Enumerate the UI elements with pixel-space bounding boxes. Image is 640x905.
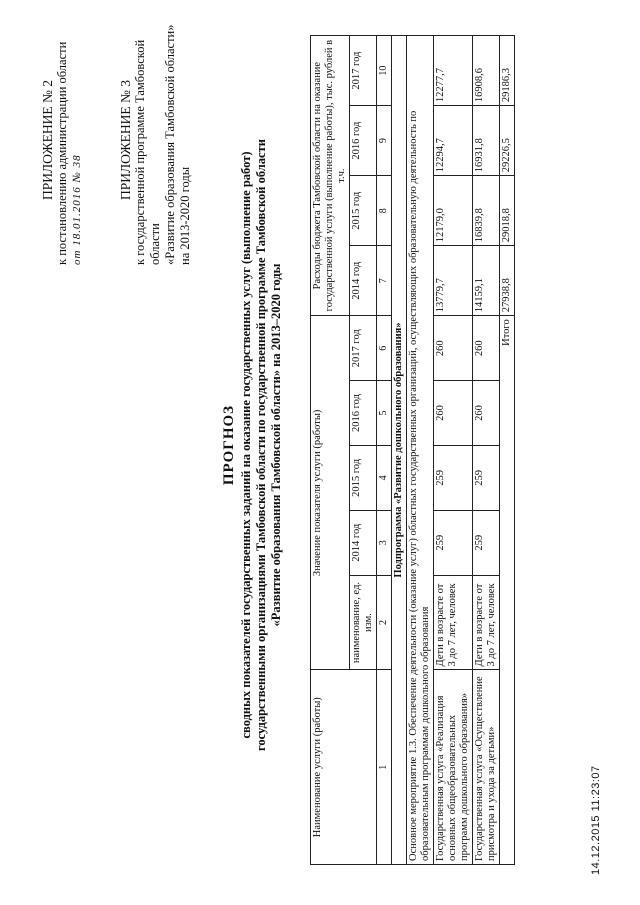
- service-unit: Дети в возрасте от 3 до 7 лет, человек: [434, 575, 473, 670]
- subprogram-title: Подпрограмма «Развитие дошкольного образования»: [392, 36, 407, 865]
- header-year: 2017 год: [350, 316, 377, 381]
- table-row: [473, 36, 500, 865]
- appendix-3-line-3: на 2013-2020 годы: [178, 166, 192, 265]
- header-year: 2016 год: [350, 381, 377, 446]
- column-number: 3: [377, 510, 392, 575]
- header-row-1: [311, 36, 350, 865]
- print-timestamp: 14.12.2015 11:23:07: [590, 765, 602, 875]
- total-value: 29186,3: [500, 36, 515, 106]
- measure-row: [407, 36, 434, 865]
- appendix-3-title: ПРИЛОЖЕНИЕ № 3: [118, 79, 133, 201]
- column-number: 2: [377, 575, 392, 670]
- header-service: Наименование услуги (работы): [311, 670, 377, 865]
- column-number: 1: [377, 670, 392, 865]
- table-row: [434, 36, 473, 865]
- total-value: 29018,8: [500, 176, 515, 246]
- total-value: 29226,5: [500, 106, 515, 176]
- indicator-value: 260: [434, 316, 473, 381]
- expense-value: 16839,8: [473, 176, 500, 246]
- service-unit: Дети в возрасте от 3 до 7 лет, человек: [473, 575, 500, 670]
- expense-value: 13779,7: [434, 246, 473, 316]
- header-indicator: Значение показателя услуги (работы): [311, 316, 350, 670]
- expense-value: 12277,7: [434, 36, 473, 106]
- expense-value: 12294,7: [434, 106, 473, 176]
- expense-value: 16908,6: [473, 36, 500, 106]
- appendix-3-line-2: «Развитие образования Тамбовской области»: [163, 24, 177, 265]
- header-year: 2014 год: [350, 246, 377, 316]
- appendix-2-title: ПРИЛОЖЕНИЕ № 2: [40, 79, 55, 201]
- header-year: 2017 год: [350, 36, 377, 106]
- service-name: Государственная услуга «Реализация основных общеобразовательных программ дошкольного образования»: [434, 670, 473, 865]
- document-heading: [222, 125, 284, 765]
- column-number: 8: [377, 176, 392, 246]
- header-year: 2016 год: [350, 106, 377, 176]
- indicator-value: 260: [434, 381, 473, 446]
- indicator-value: 260: [473, 316, 500, 381]
- column-number: 9: [377, 106, 392, 176]
- service-name: Государственная услуга «Осуществление присмотра и ухода за детьми»: [473, 670, 500, 865]
- indicator-value: 259: [473, 445, 500, 510]
- appendix-2-block: [40, 15, 85, 265]
- header-unit: наименование, ед. изм.: [350, 575, 377, 670]
- measure-title: Основное мероприятие 1.3. Обеспечение деятельности (оказание услуг) областных государственных организаций, осуществляющих образовательную деятельность по образовательным программам дошкольного образования: [407, 36, 434, 865]
- indicator-value: 259: [434, 510, 473, 575]
- appendix-3-line-1: к государственной программе Тамбовской области: [133, 39, 162, 265]
- total-value: 27938,8: [500, 246, 515, 316]
- column-number: 5: [377, 381, 392, 446]
- forecast-table: [310, 35, 515, 865]
- heading-line-2: государственными организациями Тамбовской области по государственной программе Тамбовской области: [254, 139, 268, 751]
- heading-line-1: сводных показателей государственных заданий на оказание государственных услуг (выполнение работ): [239, 151, 253, 739]
- appendix-2-line: к постановлению администрации области: [55, 41, 69, 265]
- header-year: 2014 год: [350, 510, 377, 575]
- header-expense: Расходы бюджета Тамбовской области на оказание государственной услуги (выполнение работы), тыс. рублей в т.ч.: [311, 36, 350, 316]
- column-number: 6: [377, 316, 392, 381]
- indicator-value: 259: [473, 510, 500, 575]
- header-year: 2015 год: [350, 445, 377, 510]
- column-number: 7: [377, 246, 392, 316]
- subprogram-row: [392, 36, 407, 865]
- total-row: [500, 36, 515, 865]
- header-year: 2015 год: [350, 176, 377, 246]
- heading-line-3: «Развитие образования Тамбовской области» на 2013–2020 годы: [269, 263, 283, 627]
- total-label: Итого: [500, 316, 515, 865]
- column-number: 10: [377, 36, 392, 106]
- indicator-value: 260: [473, 381, 500, 446]
- expense-value: 12179,0: [434, 176, 473, 246]
- appendix-3-block: [118, 15, 193, 265]
- indicator-value: 259: [434, 445, 473, 510]
- column-number-row: [377, 36, 392, 865]
- heading-main: ПРОГНОЗ: [221, 404, 237, 486]
- appendix-2-handwritten-date: от 18.01.2016 № 38: [71, 154, 83, 265]
- expense-value: 16931,8: [473, 106, 500, 176]
- column-number: 4: [377, 445, 392, 510]
- expense-value: 14159,1: [473, 246, 500, 316]
